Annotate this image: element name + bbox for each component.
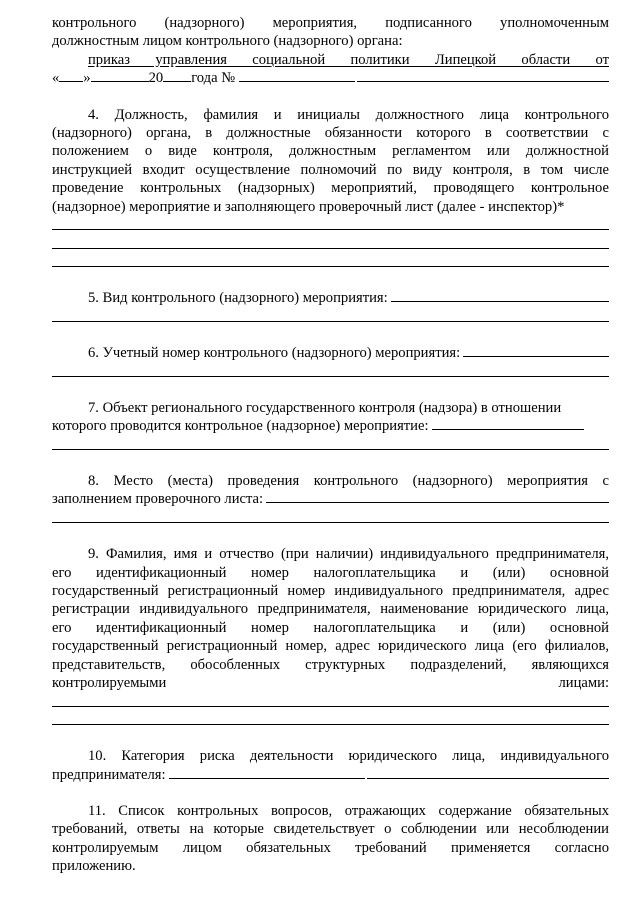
s9-line: регистрации индивидуального предпринимателя, наименование юридического лица, [52,601,609,618]
intro-line-1: контрольного (надзорного) мероприятия, подписанного уполномоченным [52,15,609,31]
s8-line-1: 8. Место (места) проведения контрольного (надзорного) мероприятия с [88,473,609,490]
section-11 [52,802,609,876]
section-6 [52,344,609,381]
s4-line: проведение контрольных (надзорных) мероприятий, проводящего контрольное [52,180,609,197]
order-date-line [52,69,609,87]
s4-line: инструкцией входит осуществление полномочий по виду контроля, в том числе [52,161,609,178]
s11-line: требований, ответы на которые свидетельствует о соблюдении или несоблюдении [52,821,609,838]
risk-category-field[interactable] [169,767,365,779]
s9-last-left: контролируемыми [52,675,167,692]
controlled-person-field-line[interactable] [52,711,609,729]
date-open-quote: « [52,70,60,87]
s9-line: его идентификационный номер налогоплательщика и (или) основной [52,564,609,581]
s10-line-2: предпринимателя: [52,766,166,783]
section-4 [52,106,609,272]
event-number-field-line[interactable] [52,362,609,380]
s4-line: (надзорного) органа, в должностные обязанности которого в соответствии с [52,125,609,142]
s9-last-right: лицами: [558,675,609,692]
section-9 [52,545,609,729]
order-number-field-extra[interactable] [357,70,609,82]
risk-category-field-extra[interactable] [367,767,610,779]
year-suffix: года № [191,70,236,87]
place-field[interactable] [266,491,609,503]
s9-line: государственный регистрационный номер индивидуального предпринимателя, адрес [52,583,609,600]
s4-line: положением о виде контроля, должностным регламентом или должностной [52,143,609,160]
date-close-quote: » [83,70,91,87]
s11-line: контролируемым лицом обязательных требований применяется согласно [52,839,609,856]
section-5 [52,289,609,326]
s11-line: приложению. [52,858,136,875]
s4-line: 4. Должность, фамилия и инициалы должностного лица контрольного [88,106,609,123]
event-number-field[interactable] [463,345,609,357]
s4-line: (надзорное) мероприятие и заполняющего проверочный лист (далее - инспектор)* [52,198,565,215]
section-7 [52,399,609,454]
controlled-person-field-line[interactable] [52,692,609,710]
object-field-line[interactable] [52,436,609,454]
section-8 [52,472,609,527]
order-line: приказ управления социальной политики Липецкой области от [88,51,609,68]
s5-label: 5. Вид контрольного (надзорного) мероприятия: [88,290,388,307]
month-field[interactable] [91,70,149,82]
s9-line: государственный регистрационный номер, адрес юридического лица (его филиалов, [52,638,609,655]
s9-line: представительств, обособленных структурных подразделений, являющихся [52,656,609,673]
s6-label: 6. Учетный номер контрольного (надзорного) мероприятия: [88,345,461,362]
event-type-field[interactable] [391,290,609,302]
place-field-line[interactable] [52,509,609,527]
intro-line-2: должностным лицом контрольного (надзорного) органа: [52,33,403,50]
year-prefix: 20 [148,70,164,87]
s10-line-1: 10. Категория риска деятельности юридического лица, индивидуального [88,748,609,765]
event-type-field-line[interactable] [52,308,609,326]
document-page [52,14,609,876]
order-number-field[interactable] [239,70,355,82]
inspector-field-line[interactable] [52,234,609,252]
s7-line-2: которого проводится контрольное (надзорное) мероприятие: [52,418,429,435]
section-10 [52,747,609,784]
year-field[interactable] [163,70,191,82]
s11-line: 11. Список контрольных вопросов, отражающих содержание обязательных [88,803,609,820]
inspector-field-line[interactable] [52,216,609,234]
inspector-field-line[interactable] [52,253,609,271]
s8-line-2: заполнением проверочного листа: [52,491,264,508]
s9-line: его идентификационный номер налогоплательщика и (или) основной [52,619,609,636]
s9-line: 9. Фамилия, имя и отчество (при наличии) индивидуального предпринимателя, [88,546,609,563]
object-field[interactable] [432,418,584,430]
day-field[interactable] [59,70,83,82]
s7-line-1: 7. Объект регионального государственного контроля (надзора) в отношении [88,399,562,416]
